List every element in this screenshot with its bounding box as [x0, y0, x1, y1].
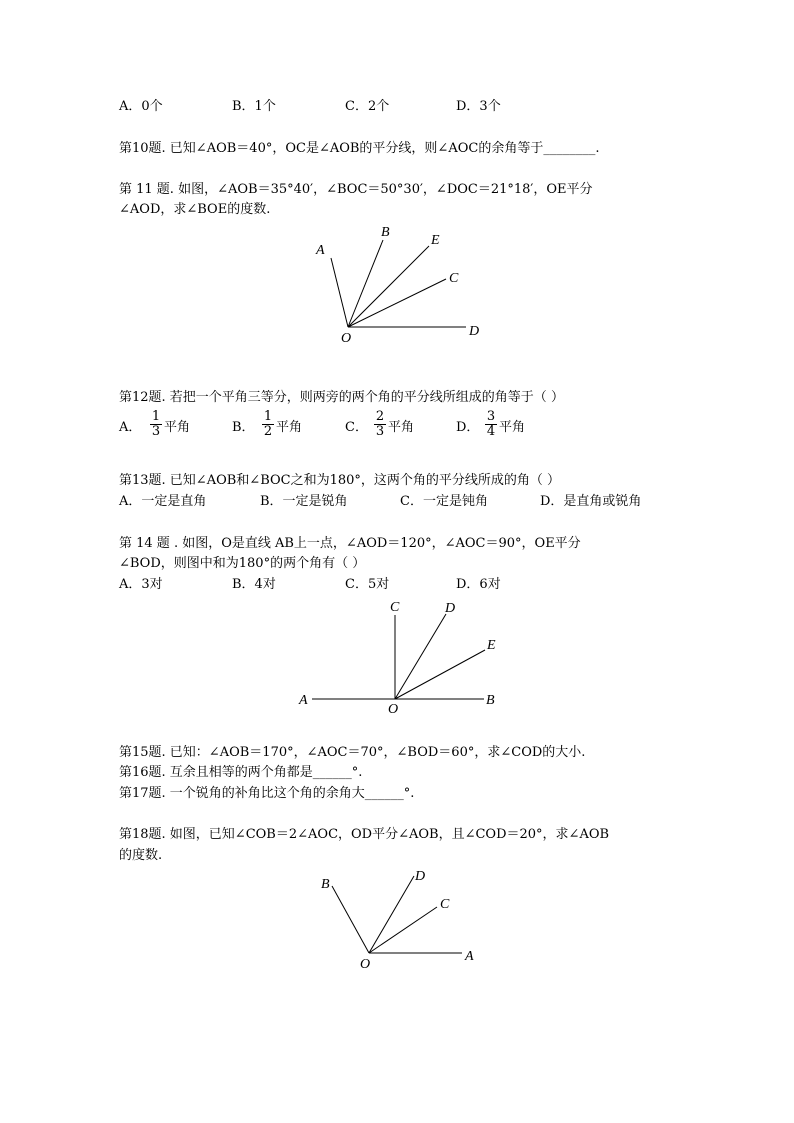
q14-option-a: A．3对 — [119, 577, 163, 592]
q9-option-b: B．1个 — [232, 99, 276, 114]
label-d: D — [445, 601, 456, 616]
label-e: E — [431, 233, 440, 248]
label-d: D — [469, 324, 480, 339]
q18-line1: 第18题. 如图，已知∠COB＝2∠AOC，OD平分∠AOB，且∠COD＝20°，求∠AOB — [119, 827, 610, 842]
q17-text: 第17题. 一个锐角的补角比这个角的余角大______°. — [119, 786, 415, 801]
q12-option-c-suffix: 平角 — [388, 420, 415, 435]
q15-text: 第15题. 已知：∠AOB＝170°，∠AOC＝70°，∠BOD＝60°，求∠COD的大小. — [119, 745, 586, 760]
fraction-numerator: 3 — [486, 409, 496, 424]
label-d: D — [415, 869, 426, 884]
q10-text: 第10题. 已知∠AOB＝40°，OC是∠AOB的平分线，则∠AOC的余角等于________. — [119, 141, 600, 156]
q12-option-a-suffix: 平角 — [164, 420, 191, 435]
fraction-denominator: 3 — [375, 424, 385, 439]
q18-line2: 的度数. — [119, 848, 163, 863]
q12-option-a-letter: A． — [119, 420, 142, 435]
label-c: C — [449, 271, 459, 286]
q13-option-c: C．一定是钝角 — [400, 494, 488, 509]
fraction-denominator: 4 — [486, 424, 496, 439]
q11-line2: ∠AOD，求∠BOE的度数. — [119, 202, 271, 217]
fraction-numerator: 1 — [151, 409, 161, 424]
label-o: O — [341, 331, 352, 346]
q11-line1: 第 11 题. 如图，∠AOB＝35°40′，∠BOC＝50°30′，∠DOC＝21°18′，OE平分 — [119, 182, 593, 197]
label-o: O — [360, 957, 371, 972]
q12-option-d-suffix: 平角 — [499, 420, 526, 435]
label-a: A — [299, 693, 308, 708]
label-e: E — [487, 638, 496, 653]
q12-option-b-suffix: 平角 — [276, 420, 303, 435]
label-a: A — [316, 243, 325, 258]
q14-line1: 第 14 题 . 如图，O是直线 AB上一点，∠AOD＝120°，∠AOC＝90°，OE平分 — [119, 536, 581, 551]
q14-option-b: B．4对 — [232, 577, 276, 592]
fraction-numerator: 2 — [375, 409, 385, 424]
q12-text: 第12题. 若把一个平角三等分，则两旁的两个角的平分线所组成的角等于（ ） — [119, 390, 564, 405]
q13-option-a: A．一定是直角 — [119, 494, 207, 509]
q9-option-d: D．3个 — [456, 99, 501, 114]
q13-option-d: D．是直角或锐角 — [540, 494, 642, 509]
ray-oc — [369, 907, 437, 953]
fraction-denominator: 2 — [263, 424, 273, 439]
label-b: B — [486, 693, 495, 708]
ray-od — [369, 876, 414, 953]
fraction-denominator: 3 — [151, 424, 161, 439]
q14-option-d: D．6对 — [456, 577, 501, 592]
q12-option-c-letter: C． — [345, 420, 368, 435]
label-b: B — [321, 877, 330, 892]
q16-text: 第16题. 互余且相等的两个角都是______°. — [119, 765, 363, 780]
fraction-numerator: 1 — [263, 409, 273, 424]
label-b: B — [381, 225, 390, 240]
q13-option-b: B．一定是锐角 — [260, 494, 348, 509]
q14-line2: ∠BOD，则图中和为180°的两个角有（ ） — [119, 556, 366, 571]
label-c: C — [390, 600, 400, 615]
q13-text: 第13题. 已知∠AOB和∠BOC之和为180°，这两个角的平分线所成的角（ ） — [119, 473, 561, 488]
q12-option-d-letter: D． — [456, 420, 480, 435]
q9-option-a: A．0个 — [119, 99, 163, 114]
ray-ob — [332, 886, 369, 953]
q14-option-c: C．5对 — [345, 577, 390, 592]
label-c: C — [440, 897, 450, 912]
q9-option-c: C．2个 — [345, 99, 390, 114]
label-a: A — [465, 949, 474, 964]
q12-option-b-letter: B． — [232, 420, 255, 435]
label-o: O — [388, 702, 399, 717]
